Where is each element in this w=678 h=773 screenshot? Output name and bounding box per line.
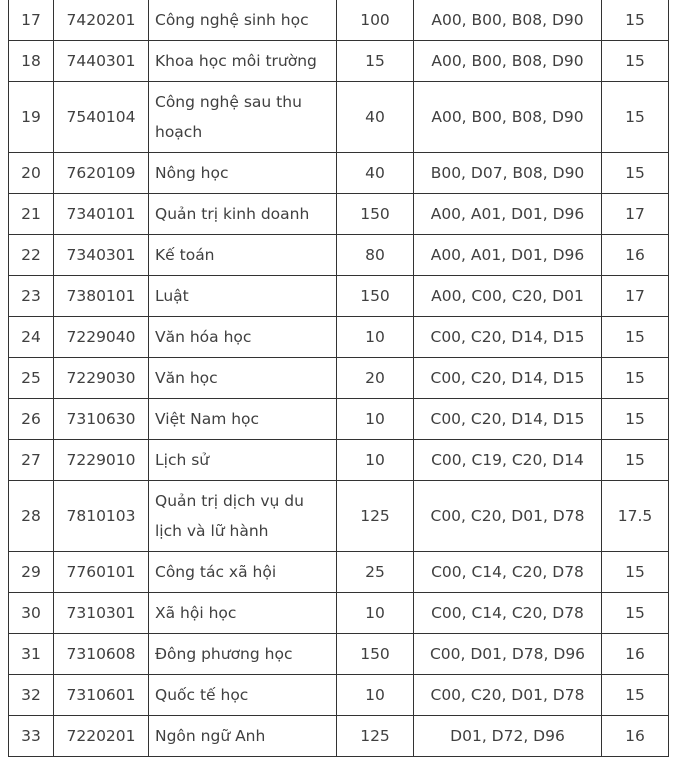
table-row (9, 276, 669, 317)
cell-quota: 10 (337, 593, 414, 634)
cell-quota: 80 (337, 235, 414, 276)
cell-subject-combos: C00, C20, D14, D15 (414, 399, 602, 440)
cell-quota: 10 (337, 675, 414, 716)
cell-score: 15 (602, 675, 669, 716)
cell-score: 15 (602, 82, 669, 153)
cell-score: 17.5 (602, 481, 669, 552)
cell-major-code: 7310301 (54, 593, 149, 634)
cell-major-code: 7220201 (54, 716, 149, 757)
cell-quota: 150 (337, 194, 414, 235)
cell-major-code: 7810103 (54, 481, 149, 552)
cell-stt: 20 (9, 153, 54, 194)
cell-subject-combos: C00, C20, D01, D78 (414, 675, 602, 716)
cell-stt: 21 (9, 194, 54, 235)
table-row (9, 82, 669, 153)
table-row (9, 440, 669, 481)
cell-subject-combos: C00, C14, C20, D78 (414, 552, 602, 593)
cell-score: 16 (602, 634, 669, 675)
cell-subject-combos: C00, C19, C20, D14 (414, 440, 602, 481)
cell-score: 17 (602, 276, 669, 317)
cell-major-name: Khoa học môi trường (149, 41, 337, 82)
cell-quota: 10 (337, 399, 414, 440)
cell-stt: 18 (9, 41, 54, 82)
cell-major-code: 7229040 (54, 317, 149, 358)
cell-major-name: Quản trị kinh doanh (149, 194, 337, 235)
cell-quota: 15 (337, 41, 414, 82)
cell-score: 15 (602, 41, 669, 82)
cell-stt: 24 (9, 317, 54, 358)
cell-major-name: Lịch sử (149, 440, 337, 481)
cell-major-name: Kế toán (149, 235, 337, 276)
cell-score: 15 (602, 153, 669, 194)
cell-score: 16 (602, 716, 669, 757)
cell-major-name: Việt Nam học (149, 399, 337, 440)
cell-quota: 20 (337, 358, 414, 399)
cell-major-name: Đông phương học (149, 634, 337, 675)
table-row (9, 194, 669, 235)
table-row (9, 153, 669, 194)
cell-stt: 25 (9, 358, 54, 399)
cell-subject-combos: C00, C20, D14, D15 (414, 358, 602, 399)
cell-stt: 28 (9, 481, 54, 552)
cell-major-code: 7620109 (54, 153, 149, 194)
cell-stt: 27 (9, 440, 54, 481)
cell-quota: 40 (337, 82, 414, 153)
cell-major-code: 7380101 (54, 276, 149, 317)
admission-table-container (8, 0, 668, 757)
cell-score: 15 (602, 552, 669, 593)
cell-subject-combos: C00, C20, D14, D15 (414, 317, 602, 358)
admission-table (8, 0, 669, 757)
table-row (9, 593, 669, 634)
table-row (9, 358, 669, 399)
cell-major-code: 7340301 (54, 235, 149, 276)
cell-major-name: Công nghệ sau thu hoạch (149, 82, 337, 153)
cell-major-code: 7420201 (54, 0, 149, 41)
cell-major-code: 7310601 (54, 675, 149, 716)
cell-major-name: Luật (149, 276, 337, 317)
cell-subject-combos: C00, C14, C20, D78 (414, 593, 602, 634)
table-row (9, 552, 669, 593)
table-row (9, 716, 669, 757)
cell-subject-combos: A00, A01, D01, D96 (414, 194, 602, 235)
cell-stt: 30 (9, 593, 54, 634)
cell-quota: 40 (337, 153, 414, 194)
table-row (9, 235, 669, 276)
cell-major-name: Văn hóa học (149, 317, 337, 358)
cell-quota: 125 (337, 716, 414, 757)
cell-quota: 150 (337, 634, 414, 675)
cell-quota: 100 (337, 0, 414, 41)
cell-score: 15 (602, 358, 669, 399)
cell-subject-combos: B00, D07, B08, D90 (414, 153, 602, 194)
cell-subject-combos: A00, B00, B08, D90 (414, 82, 602, 153)
cell-subject-combos: A00, B00, B08, D90 (414, 0, 602, 41)
cell-subject-combos: D01, D72, D96 (414, 716, 602, 757)
cell-score: 17 (602, 194, 669, 235)
cell-score: 15 (602, 0, 669, 41)
cell-stt: 31 (9, 634, 54, 675)
cell-subject-combos: A00, A01, D01, D96 (414, 235, 602, 276)
cell-major-name: Quản trị dịch vụ du lịch và lữ hành (149, 481, 337, 552)
cell-quota: 125 (337, 481, 414, 552)
cell-major-name: Công nghệ sinh học (149, 0, 337, 41)
table-row (9, 0, 669, 41)
table-row (9, 481, 669, 552)
cell-subject-combos: C00, D01, D78, D96 (414, 634, 602, 675)
cell-quota: 25 (337, 552, 414, 593)
cell-major-code: 7310608 (54, 634, 149, 675)
cell-major-name: Công tác xã hội (149, 552, 337, 593)
cell-major-code: 7310630 (54, 399, 149, 440)
cell-stt: 22 (9, 235, 54, 276)
cell-score: 15 (602, 440, 669, 481)
table-row (9, 399, 669, 440)
cell-major-code: 7540104 (54, 82, 149, 153)
cell-quota: 10 (337, 440, 414, 481)
cell-major-name: Ngôn ngữ Anh (149, 716, 337, 757)
cell-stt: 19 (9, 82, 54, 153)
cell-score: 15 (602, 399, 669, 440)
cell-major-name: Văn học (149, 358, 337, 399)
cell-major-code: 7760101 (54, 552, 149, 593)
cell-score: 15 (602, 593, 669, 634)
cell-major-code: 7229010 (54, 440, 149, 481)
cell-subject-combos: A00, C00, C20, D01 (414, 276, 602, 317)
cell-subject-combos: C00, C20, D01, D78 (414, 481, 602, 552)
cell-major-name: Xã hội học (149, 593, 337, 634)
cell-stt: 33 (9, 716, 54, 757)
cell-subject-combos: A00, B00, B08, D90 (414, 41, 602, 82)
cell-major-name: Quốc tế học (149, 675, 337, 716)
table-row (9, 675, 669, 716)
cell-major-code: 7229030 (54, 358, 149, 399)
cell-major-code: 7340101 (54, 194, 149, 235)
cell-quota: 150 (337, 276, 414, 317)
table-body (9, 0, 669, 757)
cell-stt: 23 (9, 276, 54, 317)
table-row (9, 41, 669, 82)
cell-score: 15 (602, 317, 669, 358)
cell-stt: 29 (9, 552, 54, 593)
cell-stt: 17 (9, 0, 54, 41)
cell-stt: 32 (9, 675, 54, 716)
cell-major-name: Nông học (149, 153, 337, 194)
table-row (9, 634, 669, 675)
table-row (9, 317, 669, 358)
cell-quota: 10 (337, 317, 414, 358)
cell-major-code: 7440301 (54, 41, 149, 82)
cell-score: 16 (602, 235, 669, 276)
cell-stt: 26 (9, 399, 54, 440)
